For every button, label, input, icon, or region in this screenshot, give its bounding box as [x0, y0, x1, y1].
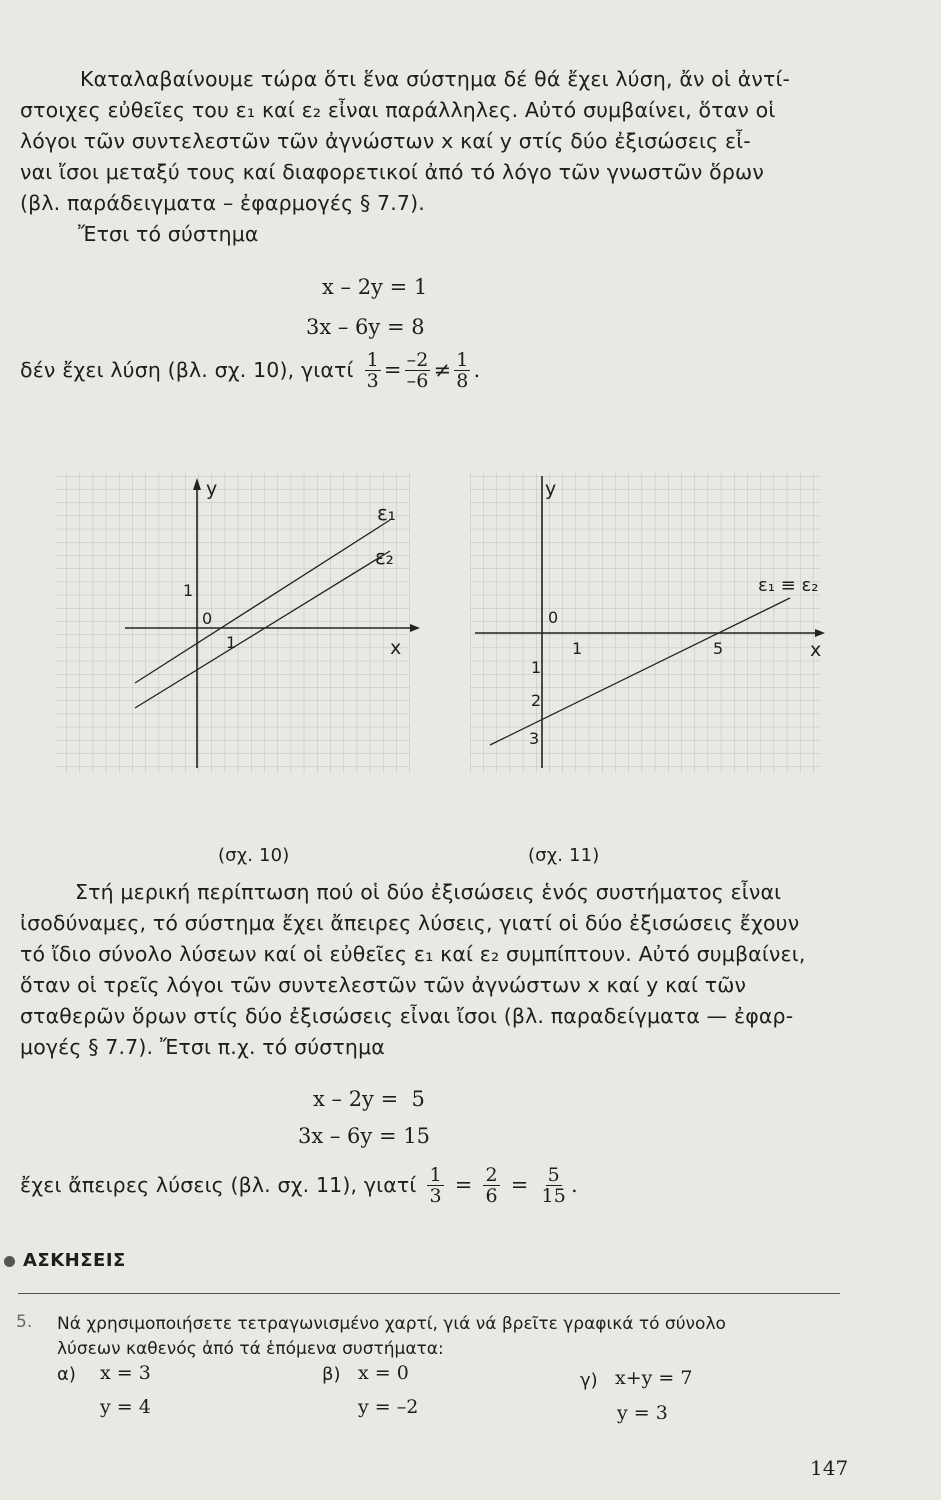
fraction	[454, 350, 470, 391]
text-line: ὅταν οἱ τρεῖς λόγοι τῶν συντελεστῶν τῶν ἀγνώστων x καί y καί τῶν	[20, 973, 747, 997]
y-axis-label: y	[545, 478, 557, 500]
bullet-icon	[4, 1256, 15, 1267]
exercises-heading	[4, 1250, 126, 1271]
origin-label: 0	[548, 608, 559, 627]
y-tick-label: 3	[529, 729, 540, 748]
no-solution-line	[20, 350, 480, 391]
line-e2-label: ε₂	[375, 545, 394, 569]
x-tick-label: 5	[713, 639, 724, 658]
text-line: λόγοι τῶν συντελεστῶν τῶν ἀγνώστων x καί y στίς δύο ἐξισώσεις εἶ-	[20, 129, 751, 153]
figure-10	[50, 468, 455, 778]
exercises-heading-text: ΑΣΚΗΣΕΙΣ	[23, 1250, 126, 1271]
text-line: τό ἴδιο σύνολο λύσεων καί οἱ εὐθεῖες ε₁ καί ε₂ συμπίπτουν. Αὐτό συμβαίνει,	[20, 942, 806, 966]
system2-eq1: x – 2y = 5	[313, 1087, 425, 1111]
x-tick-label: 1	[226, 633, 237, 652]
fraction-den: 3	[429, 1185, 442, 1207]
text-line: μογές § 7.7). Ἔτσι π.χ. τό σύστημα	[20, 1035, 385, 1059]
text-line: στοιχες εὐθεῖες του ε₁ καί ε₂ εἶναι παράλληλες. Αὐτό συμβαίνει, ὅταν οἱ	[20, 98, 776, 122]
y-tick-label: 1	[183, 581, 194, 600]
divider	[18, 1293, 840, 1294]
system2-eq2: 3x – 6y = 15	[298, 1124, 430, 1148]
system1-eq1: x – 2y = 1	[322, 275, 428, 299]
infinite-text: ἔχει ἄπειρες λύσεις (βλ. σχ. 11), γιατί	[20, 1173, 417, 1197]
line-e1-label: ε₁	[377, 501, 396, 525]
paragraph-2	[20, 877, 850, 1063]
infinite-solutions-line	[20, 1165, 578, 1206]
fraction-den: 15	[541, 1185, 566, 1207]
caption-fig10: (σχ. 10)	[218, 845, 290, 866]
equals-sign: =	[454, 1173, 473, 1197]
origin-label: 0	[202, 609, 213, 628]
x-tick-label: 1	[572, 639, 583, 658]
fraction-num: 2	[485, 1164, 498, 1186]
exercise-c-label: γ)	[580, 1370, 598, 1391]
text-line: Καταλαβαίνουμε τώρα ὅτι ἕνα σύστημα δέ θά ἔχει λύση, ἄν οἱ ἀντί-	[80, 67, 791, 91]
fraction-den: –6	[406, 370, 429, 392]
fraction	[483, 1165, 499, 1206]
paragraph-1	[20, 64, 850, 250]
fraction	[405, 350, 431, 391]
figure-11	[465, 468, 835, 778]
fraction-num: 1	[456, 349, 469, 371]
exercise-text-2: λύσεων καθενός ἀπό τά ἑπόμενα συστήματα:	[57, 1339, 444, 1359]
exercise-c-eq2: y = 3	[617, 1402, 668, 1424]
fraction-den: 6	[485, 1185, 498, 1207]
fraction-den: 8	[456, 370, 469, 392]
fraction-num: 1	[429, 1164, 442, 1186]
equals-sign: =	[510, 1173, 529, 1197]
coincident-lines-label: ε₁ ≡ ε₂	[758, 575, 819, 596]
equals-sign: =	[383, 358, 402, 382]
exercise-b-eq1: x = 0	[358, 1362, 409, 1384]
period: .	[570, 1173, 578, 1197]
exercise-a-label: α)	[57, 1364, 76, 1385]
text-line: Στή μερική περίπτωση πού οἱ δύο ἐξισώσεις ἑνός συστήματος εἶναι	[75, 880, 782, 904]
y-axis-label: y	[206, 478, 218, 500]
text-line: Ἔτσι τό σύστημα	[78, 222, 259, 246]
exercise-a-eq2: y = 4	[100, 1396, 151, 1418]
exercise-a-eq1: x = 3	[100, 1362, 151, 1384]
grid	[470, 473, 820, 773]
x-axis-label: x	[390, 637, 402, 659]
not-equal-sign: ≠	[433, 358, 452, 382]
text-line: (βλ. παράδειγματα – ἐφαρμογές § 7.7).	[20, 191, 425, 215]
system1-eq2: 3x – 6y = 8	[306, 315, 425, 339]
exercise-c-eq1: x+y = 7	[615, 1367, 693, 1389]
exercise-b-eq2: y = –2	[358, 1396, 419, 1418]
fraction-num: 5	[547, 1164, 560, 1186]
fraction	[539, 1165, 567, 1206]
y-tick-label: 2	[531, 691, 542, 710]
x-axis-label: x	[810, 639, 822, 661]
fraction-num: –2	[406, 349, 429, 371]
no-solution-text: δέν ἔχει λύση (βλ. σχ. 10), γιατί	[20, 358, 354, 382]
text-line: ἰσοδύναμες, τό σύστημα ἔχει ἄπειρες λύσεις, γιατί οἱ δύο ἐξισώσεις ἔχουν	[20, 911, 800, 935]
fraction	[365, 350, 381, 391]
fraction-num: 1	[366, 349, 379, 371]
exercise-text-1: Νά χρησιμοποιήσετε τετραγωνισμένο χαρτί, γιά νά βρεῖτε γραφικά τό σύνολο	[57, 1314, 726, 1334]
caption-fig11: (σχ. 11)	[528, 845, 600, 866]
exercise-b-label: β)	[322, 1364, 341, 1385]
page-number: 147	[810, 1456, 849, 1480]
y-tick-label: 1	[531, 658, 542, 677]
exercise-number: 5.	[16, 1312, 33, 1332]
fraction-den: 3	[366, 370, 379, 392]
grid	[55, 473, 410, 773]
fraction	[427, 1165, 443, 1206]
x-axis-arrow-icon	[410, 624, 420, 632]
text-line: σταθερῶν ὅρων στίς δύο ἐξισώσεις εἶναι ἴσοι (βλ. παραδείγματα — ἐφαρ-	[20, 1004, 794, 1028]
period: .	[473, 358, 481, 382]
text-line: ναι ἴσοι μεταξύ τους καί διαφορετικοί ἀπό τό λόγο τῶν γνωστῶν ὅρων	[20, 160, 764, 184]
